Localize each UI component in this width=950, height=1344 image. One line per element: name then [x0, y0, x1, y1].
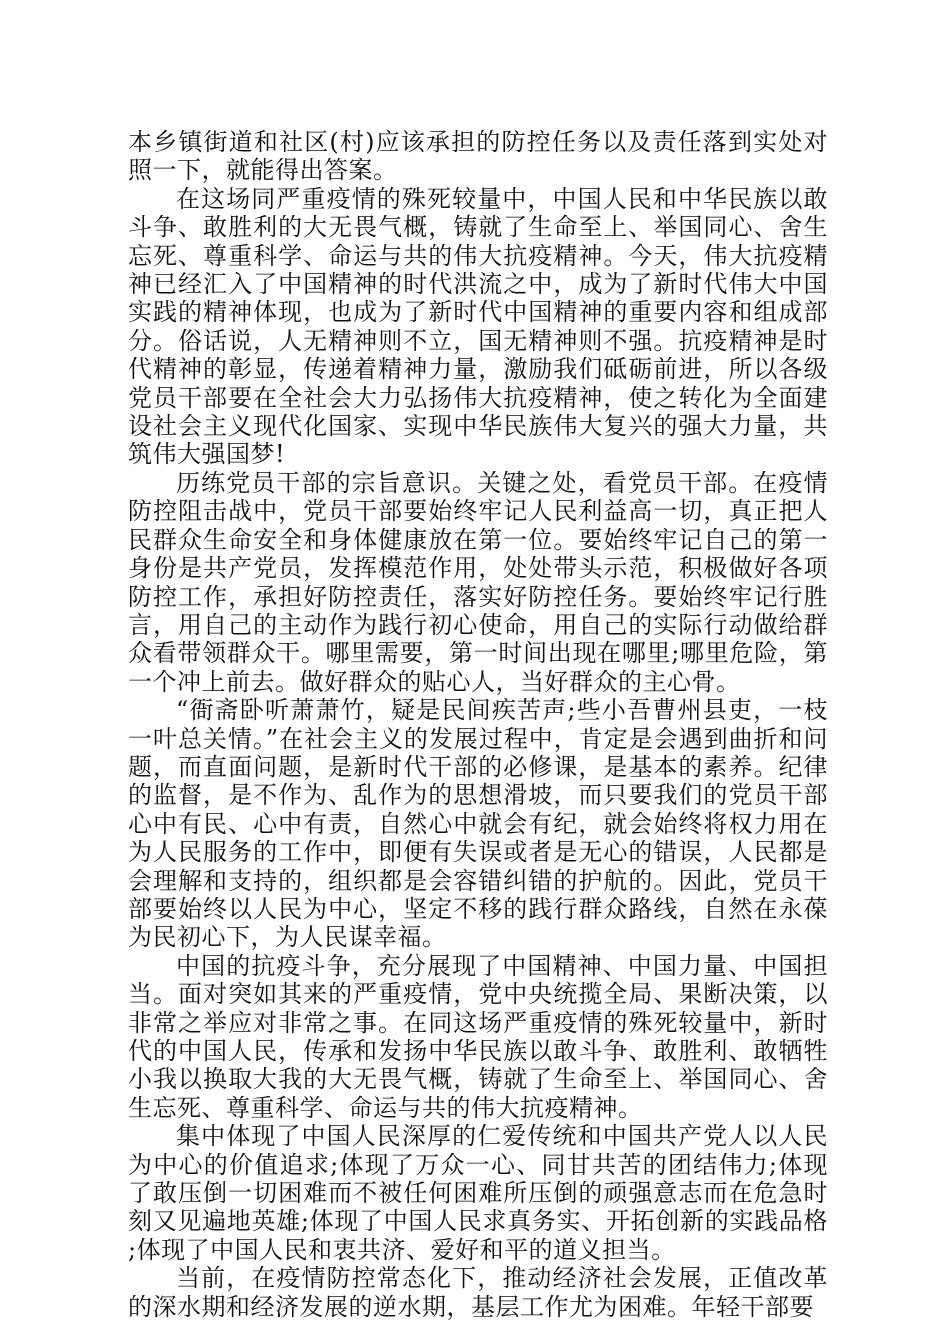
paragraph-2: 在这场同严重疫情的殊死较量中，中国人民和中华民族以敢斗争、敢胜利的大无畏气概，铸就了生命至上、举国同心、舍生忘死、尊重科学、命运与共的伟大抗疫精神。今天，伟大抗疫精神已经汇入了中国精神的时代洪流之中，成为了新时代伟大中国实践的精神体现，也成为了新时代中国精神的重要内容和组成部分。俗话说，人无精神则不立，国无精神则不强。抗疫精神是时代精神的彰显，传递着精神力量，激励我们砥砺前进，所以各级党员干部要在全社会大力弘扬伟大抗疫精神，使之转化为全面建设社会主义现代化国家、实现中华民族伟大复兴的强大力量，共筑伟大强国梦!	[128, 184, 828, 469]
paragraph-4: “衙斋卧听萧萧竹，疑是民间疾苦声;些小吾曹州县吏，一枝一叶总关情。”在社会主义的发展过程中，肯定是会遇到曲折和问题，而直面问题，是新时代干部的必修课，是基本的素养。纪律的监督，是不作为、乱作为的思想滑坡，而只要我们的党员干部心中有民、心中有责，自然心中就会有纪，就会始终将权力用在为人民服务的工作中，即便有失误或者是无心的错误，人民都是会理解和支持的，组织都是会容错纠错的护航的。因此，党员干部要始终以人民为中心，坚定不移的践行群众路线，自然在永葆为民初心下，为人民谋幸福。	[128, 696, 828, 952]
document-page	[128, 128, 828, 1321]
paragraph-6: 集中体现了中国人民深厚的仁爱传统和中国共产党人以人民为中心的价值追求;体现了万众一心、同甘共苦的团结伟力;体现了敢压倒一切困难而不被任何困难所压倒的顽强意志而在危急时刻又见遍地英雄;体现了中国人民求真务实、开拓创新的实践品格;体现了中国人民和衷共济、爱好和平的道义担当。	[128, 1122, 828, 1264]
paragraph-1: 本乡镇街道和社区(村)应该承担的防控任务以及责任落到实处对照一下，就能得出答案。	[128, 128, 828, 185]
paragraph-5: 中国的抗疫斗争，充分展现了中国精神、中国力量、中国担当。面对突如其来的严重疫情，党中央统揽全局、果断决策，以非常之举应对非常之事。在同这场严重疫情的殊死较量中，新时代的中国人民，传承和发扬中华民族以敢斗争、敢胜利、敢牺牲小我以换取大我的大无畏气概，铸就了生命至上、举国同心、舍生忘死、尊重科学、命运与共的伟大抗疫精神。	[128, 951, 828, 1122]
paragraph-3: 历练党员干部的宗旨意识。关键之处，看党员干部。在疫情防控阻击战中，党员干部要始终牢记人民利益高一切，真正把人民群众生命安全和身体健康放在第一位。要始终牢记自己的第一身份是共产党员，发挥模范作用，处处带头示范，积极做好各项防控工作，承担好防控责任，落实好防控任务。要始终牢记行胜言，用自己的主动作为践行初心使命，用自己的实际行动做给群众看带领群众干。哪里需要，第一时间出现在哪里;哪里危险，第一个冲上前去。做好群众的贴心人，当好群众的主心骨。	[128, 468, 828, 696]
paragraph-7: 当前，在疫情防控常态化下，推动经济社会发展，正值改革的深水期和经济发展的逆水期，基层工作尤为困难。年轻干部要	[128, 1264, 828, 1321]
